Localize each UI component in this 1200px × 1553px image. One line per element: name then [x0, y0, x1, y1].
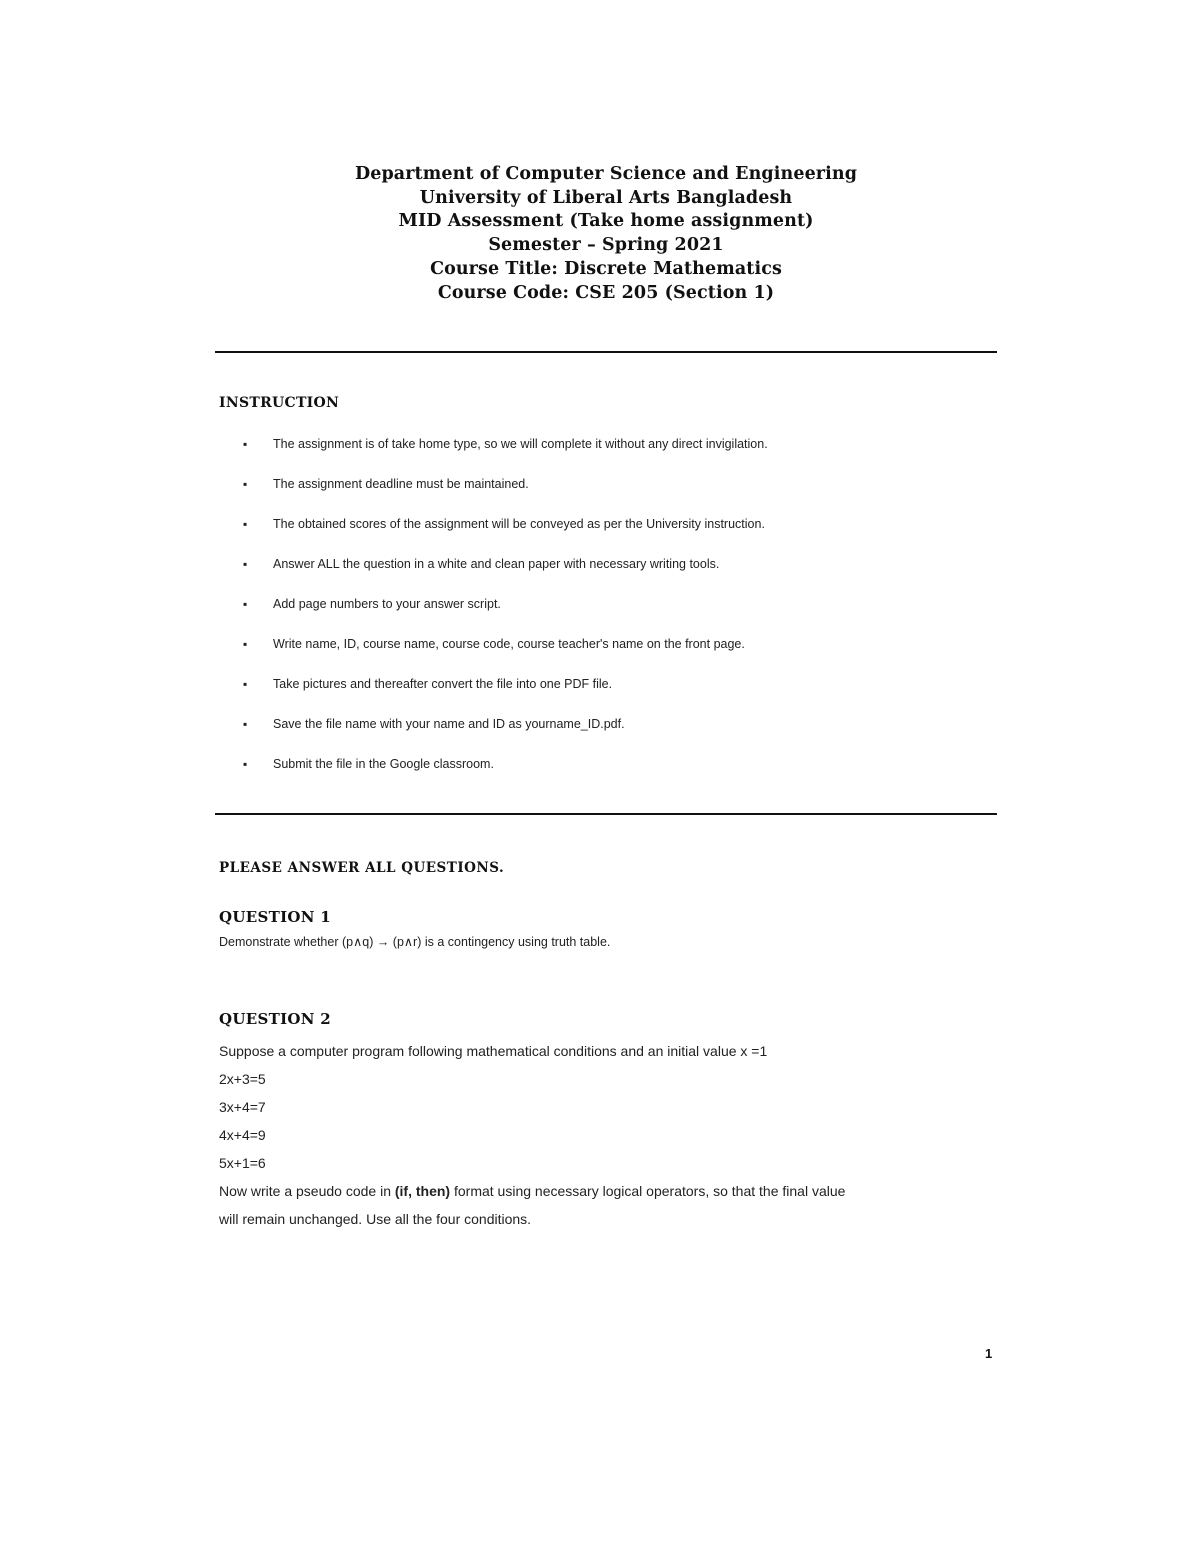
- closing-text-bold: (if, then): [394, 1183, 451, 1199]
- course-title: Course Title: Discrete Mathematics: [430, 258, 782, 279]
- question-2-closing: [219, 1177, 845, 1205]
- instruction-item: [243, 634, 768, 674]
- bullet-icon: ▪: [243, 677, 248, 691]
- condition-4: 5x+1=6: [219, 1155, 266, 1171]
- course-code: Course Code: CSE 205 (Section 1): [437, 282, 775, 303]
- instruction-text: Write name, ID, course name, course code, course teacher's name on the front page.: [273, 637, 745, 651]
- question-2-body: [219, 1037, 845, 1233]
- instruction-text: Add page numbers to your answer script.: [273, 597, 501, 611]
- question-2-closing-line2: will remain unchanged. Use all the four conditions.: [219, 1211, 532, 1227]
- instruction-text: The obtained scores of the assignment will be conveyed as per the University instruction.: [273, 517, 765, 531]
- instruction-item: [243, 754, 768, 794]
- instruction-text: The assignment deadline must be maintained.: [273, 477, 529, 491]
- bullet-icon: ▪: [243, 637, 248, 651]
- semester: Semester – Spring 2021: [488, 235, 724, 256]
- instruction-item: [243, 594, 768, 634]
- question-1-text: Demonstrate whether (p∧q) → (p∧r) is a contingency using truth table.: [219, 935, 611, 949]
- condition-2: 3x+4=7: [219, 1099, 266, 1115]
- bullet-icon: ▪: [243, 757, 248, 771]
- horizontal-rule-bottom: [215, 813, 997, 815]
- bullet-icon: ▪: [243, 437, 248, 451]
- instruction-item: [243, 474, 768, 514]
- instruction-text: Save the file name with your name and ID as yourname_ID.pdf.: [273, 717, 625, 731]
- assessment-title: MID Assessment (Take home assignment): [398, 211, 814, 232]
- department-name: Department of Computer Science and Engineering: [354, 164, 858, 184]
- instruction-item: [243, 434, 768, 474]
- condition-1: 2x+3=5: [219, 1071, 266, 1087]
- instruction-item: [243, 514, 768, 554]
- page-number: 1: [985, 1346, 993, 1361]
- question-2-title: QUESTION 2: [219, 1010, 332, 1028]
- instruction-item: [243, 674, 768, 714]
- instruction-item: [243, 554, 768, 594]
- instruction-text: Take pictures and thereafter convert the file into one PDF file.: [273, 677, 613, 691]
- bullet-icon: ▪: [243, 477, 248, 491]
- university-name: University of Liberal Arts Bangladesh: [419, 187, 793, 208]
- document-header: [0, 163, 1200, 305]
- question-1-title: QUESTION 1: [219, 908, 332, 926]
- bullet-icon: ▪: [243, 717, 248, 731]
- instruction-heading: INSTRUCTION: [219, 395, 340, 411]
- horizontal-rule-top: [215, 351, 997, 353]
- answer-all-heading: PLEASE ANSWER ALL QUESTIONS.: [219, 860, 505, 876]
- closing-text-pre: Now write a pseudo code in: [219, 1183, 395, 1199]
- instruction-list: [243, 434, 768, 794]
- instruction-text: Submit the file in the Google classroom.: [273, 757, 494, 771]
- bullet-icon: ▪: [243, 597, 248, 611]
- instruction-item: [243, 714, 768, 754]
- closing-text-post: format using necessary logical operators, so that the final value: [450, 1183, 846, 1199]
- question-2-intro: Suppose a computer program following mathematical conditions and an initial value x =1: [219, 1043, 768, 1059]
- condition-3: 4x+4=9: [219, 1127, 266, 1143]
- bullet-icon: ▪: [243, 557, 248, 571]
- instruction-text: Answer ALL the question in a white and clean paper with necessary writing tools.: [273, 557, 720, 571]
- bullet-icon: ▪: [243, 517, 248, 531]
- instruction-text: The assignment is of take home type, so we will complete it without any direct invigilation.: [273, 437, 768, 451]
